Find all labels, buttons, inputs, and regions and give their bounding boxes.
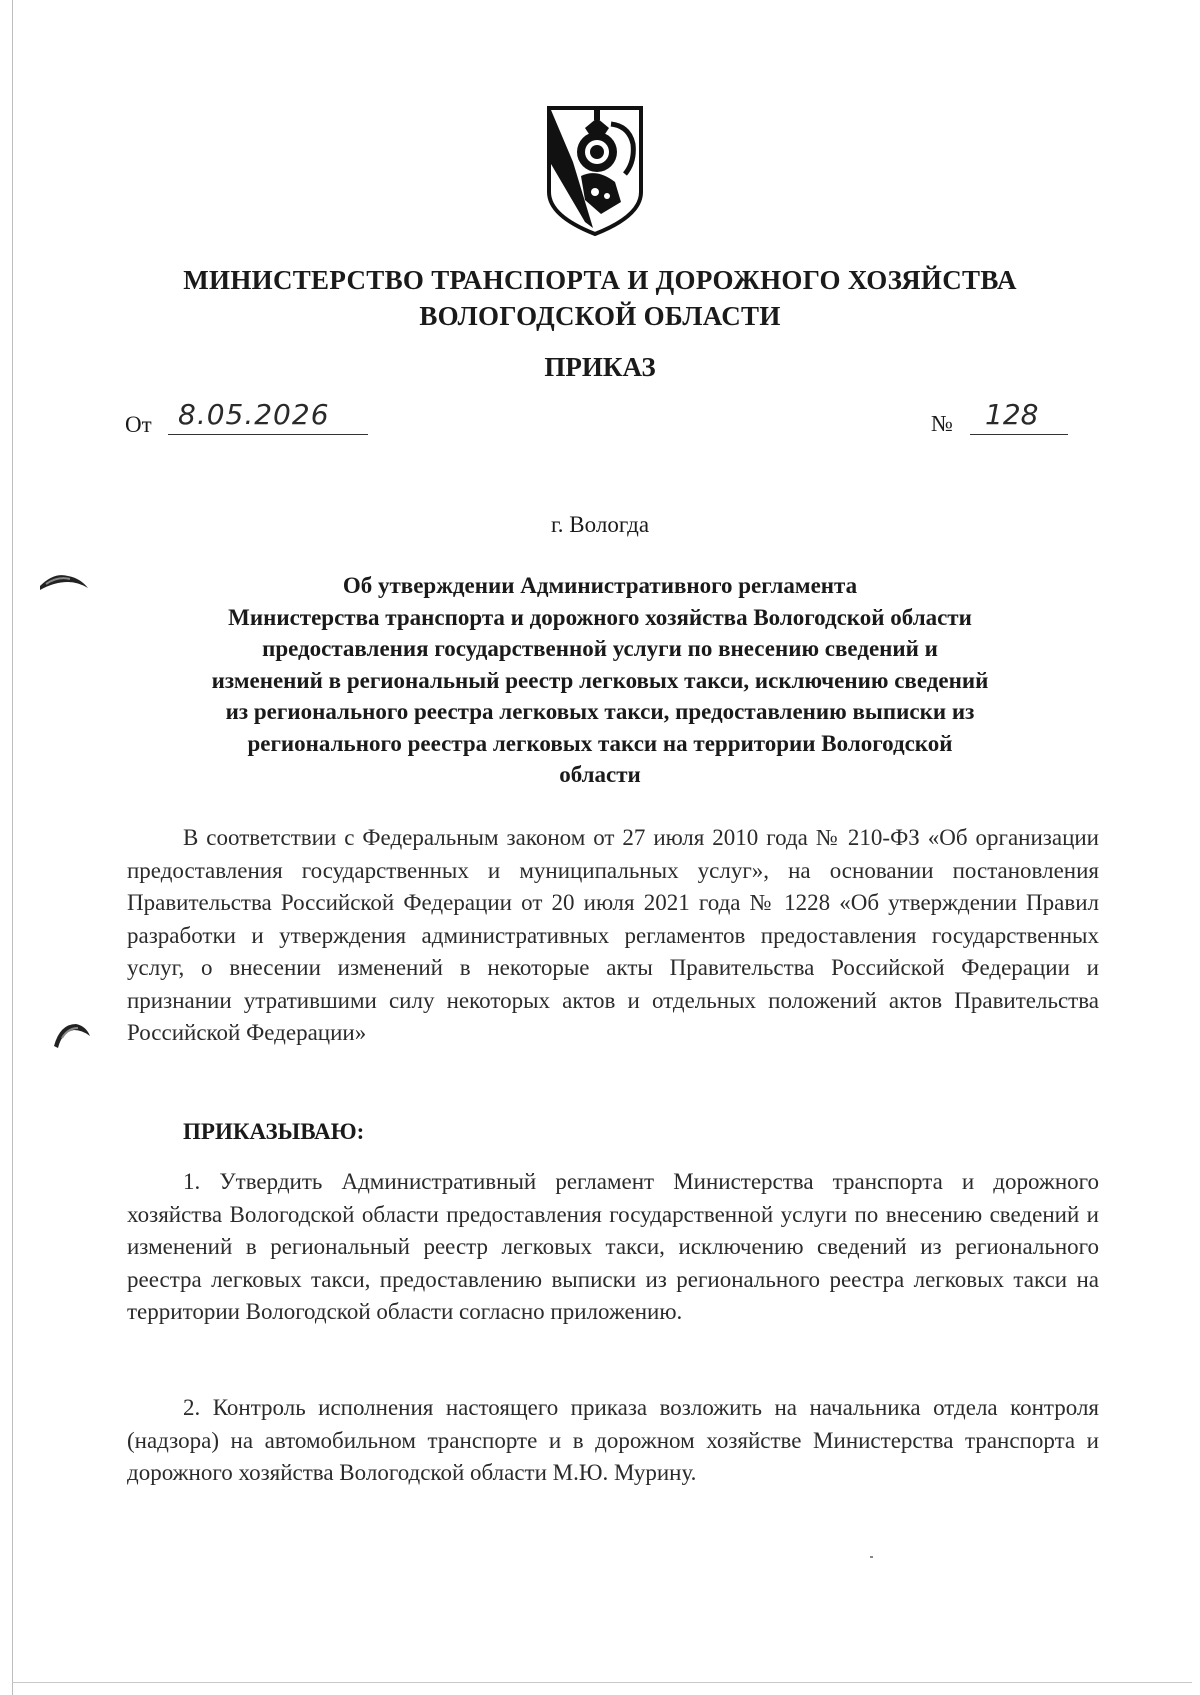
- number-value-handwritten: 128: [985, 398, 1039, 431]
- order-word: ПРИКАЗЫВАЮ:: [183, 1119, 365, 1144]
- date-value-handwritten: 8.05.2026: [178, 398, 330, 431]
- number-underline: [970, 434, 1068, 435]
- number-label: №: [931, 411, 953, 436]
- subject-line: регионального реестра легковых такси на территории Вологодской: [247, 730, 953, 756]
- ministry-name-line1: МИНИСТЕРСТВО ТРАНСПОРТА И ДОРОЖНОГО ХОЗЯЙСТВА: [183, 265, 1017, 295]
- punch-hole-mark: [52, 1020, 92, 1050]
- basis-text: В соответствии с Федеральным законом от 27 июля 2010 года № 210-ФЗ «Об организации предоставления государственных и муниципальных услуг», на основании постановления Правительства Российской Федерации от 20 июля 2021 года № 1228 «Об утверждении Правил разработки и утверждения административных регламентов предоставления государственных услуг, о внесении изменений в некоторые акты Правительства Российской Федерации и признании утратившими силу некоторых актов и отдельных положений актов Правительства Российской Федерации»: [127, 825, 1099, 1045]
- subject-line: Министерства транспорта и дорожного хозяйства Вологодской области: [228, 604, 972, 630]
- subject-line: предоставления государственной услуги по внесению сведений и: [262, 636, 938, 661]
- date-underline: [168, 434, 368, 435]
- scan-left-edge: [12, 0, 13, 1695]
- subject-line: области: [559, 762, 641, 787]
- punch-hole-mark: [38, 570, 90, 592]
- scan-bottom-edge: [12, 1682, 1192, 1683]
- order-item-1-text: 1. Утвердить Административный регламент Министерства транспорта и дорожного хозяйства Вологодской области предоставления государственной услуги по внесению сведений и изменений в региональный реестр легковых такси, исключению сведений из регионального реестра легковых такси, предоставлению выписки из регионального реестра легковых такси на территории Вологодской области согласно приложению.: [127, 1169, 1099, 1324]
- document-type-title: ПРИКАЗ: [544, 352, 656, 382]
- date-label: От: [125, 412, 152, 437]
- scan-speck: [870, 1556, 873, 1558]
- subject-heading: [120, 570, 1080, 791]
- basis-paragraph: [127, 822, 1099, 1050]
- order-item-1: [127, 1166, 1099, 1329]
- order-item-2: [127, 1392, 1099, 1490]
- vologda-coat-of-arms-icon: [545, 104, 645, 238]
- subject-line: Об утверждении Административного регламента: [342, 573, 858, 598]
- order-item-2-text: 2. Контроль исполнения настоящего приказа возложить на начальника отдела контроля (надзора) на автомобильном транспорте и в дорожном хозяйстве Министерства транспорта и дорожного хозяйства Вологодской области М.Ю. Мурину.: [127, 1395, 1099, 1485]
- ministry-name-line2: ВОЛОГОДСКОЙ ОБЛАСТИ: [419, 301, 781, 331]
- subject-line: из регионального реестра легковых такси, предоставлению выписки из: [225, 699, 975, 724]
- subject-line: изменений в региональный реестр легковых такси, исключению сведений: [211, 667, 989, 693]
- city-line: г. Вологда: [550, 512, 650, 537]
- ministry-name: [0, 262, 1200, 334]
